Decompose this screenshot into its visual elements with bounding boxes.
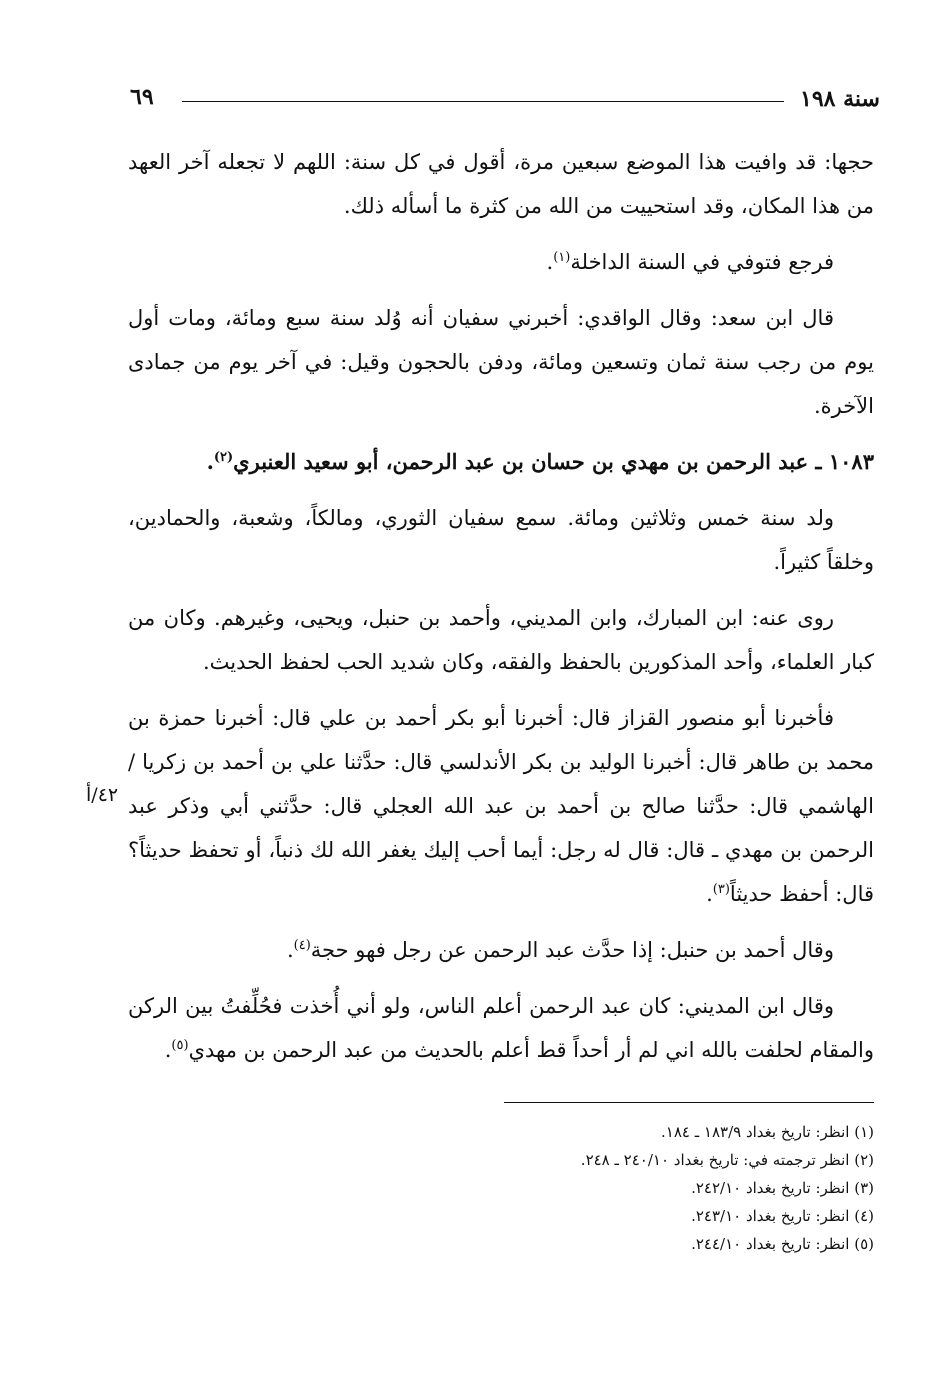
manuscript-folio-marker: ٤٢/أ (86, 784, 119, 806)
paragraph (128, 928, 874, 972)
footnote-item: (٤) انظر: تاريخ بغداد ٢٤٣/١٠. (691, 1207, 874, 1225)
end-mark: . (206, 449, 214, 474)
paragraph (128, 240, 874, 284)
paragraph: ولد سنة خمس وثلاثين ومائة. سمع سفيان الثوري، ومالكاً، وشعبة، والحمادين، وخلقاً كثيراً. (128, 506, 874, 574)
footnote-ref: (٤) (293, 938, 311, 953)
page-number: ٦٩ (130, 84, 154, 110)
footnote-ref: (٥) (171, 1038, 189, 1053)
footnote-ref: (٣) (712, 882, 730, 897)
footnote-item: (٥) انظر: تاريخ بغداد ٢٤٤/١٠. (691, 1235, 874, 1253)
footnote-item: (٢) انظر ترجمته في: تاريخ بغداد ٢٤٠/١٠ ـ ٢٤٨. (580, 1151, 874, 1169)
paragraph (128, 984, 874, 1072)
paragraph (128, 696, 874, 916)
paragraph-text: فرجع فتوفي في السنة الداخلة (570, 250, 834, 274)
footnote-list (300, 1102, 874, 1258)
paragraph: قال ابن سعد: وقال الواقدي: أخبرني سفيان أنه وُلد سنة سبع ومائة، ومات أول يوم من رجب سنة ثمان وتسعين ومائة، ودفن بالحجون وقيل: في آخر يوم من جمادى الآخرة. (128, 306, 874, 418)
running-title: سنة ١٩٨ (800, 86, 880, 112)
footnote-ref: (٢) (213, 450, 234, 465)
end-mark: . (286, 938, 294, 962)
paragraph: روى عنه: ابن المبارك، وابن المديني، وأحمد بن حنبل، ويحيى، وغيرهم. وكان من كبار العلماء، وأحد المذكورين بالحفظ والفقه، وكان شديد الحب لحفظ الحديث. (128, 606, 874, 674)
main-text (128, 140, 874, 1084)
footnotes (300, 1102, 874, 1258)
end-mark: . (164, 1038, 172, 1062)
footnote-ref: (١) (553, 250, 571, 265)
end-mark: . (706, 882, 713, 906)
paragraph-text: وقال أحمد بن حنبل: إذا حدَّث عبد الرحمن عن رجل فهو حجة (310, 938, 834, 962)
footnote-item: (١) انظر: تاريخ بغداد ١٨٣/٩ ـ ١٨٤. (661, 1123, 874, 1141)
entry-heading (128, 440, 874, 484)
entry-heading-text: ١٠٨٣ ـ عبد الرحمن بن مهدي بن حسان بن عبد الرحمن، أبو سعيد العنبري (233, 449, 874, 474)
header-rule (182, 101, 784, 102)
paragraph-text: وقال ابن المديني: كان عبد الرحمن أعلم الناس، ولو أني أُخذت فحُلِّفتُ بين الركن والمقام لحلفت بالله اني لم أر أحداً قط أعلم بالحديث من عبد الرحمن بن مهدي (128, 994, 874, 1062)
paragraph: حجها: قد وافيت هذا الموضع سبعين مرة، أقول في كل سنة: اللهم لا تجعله آخر العهد من هذا المكان، وقد استحييت من الله من كثرة ما أسأله ذلك. (128, 150, 874, 218)
page-header (130, 86, 880, 116)
footnote-item: (٣) انظر: تاريخ بغداد ٢٤٢/١٠. (691, 1179, 874, 1197)
paragraph-text: فأخبرنا أبو منصور القزاز قال: أخبرنا أبو بكر أحمد بن علي قال: أخبرنا حمزة بن محمد بن طاهر قال: أخبرنا الوليد بن بكر الأندلسي قال: حدَّثنا علي بن أحمد بن زكريا / الهاشمي قال: حدَّثنا صالح بن أحمد بن عبد الله العجلي قال: حدَّثني أبي وذكر عبد الرحمن بن مهدي ـ قال: قال له رجل: أيما أحب إليك يغفر الله لك ذنباً، أو تحفظ حديثاً؟ قال: أحفظ حديثاً (128, 706, 874, 906)
footnote-rule (504, 1102, 874, 1103)
end-mark: . (546, 250, 554, 274)
